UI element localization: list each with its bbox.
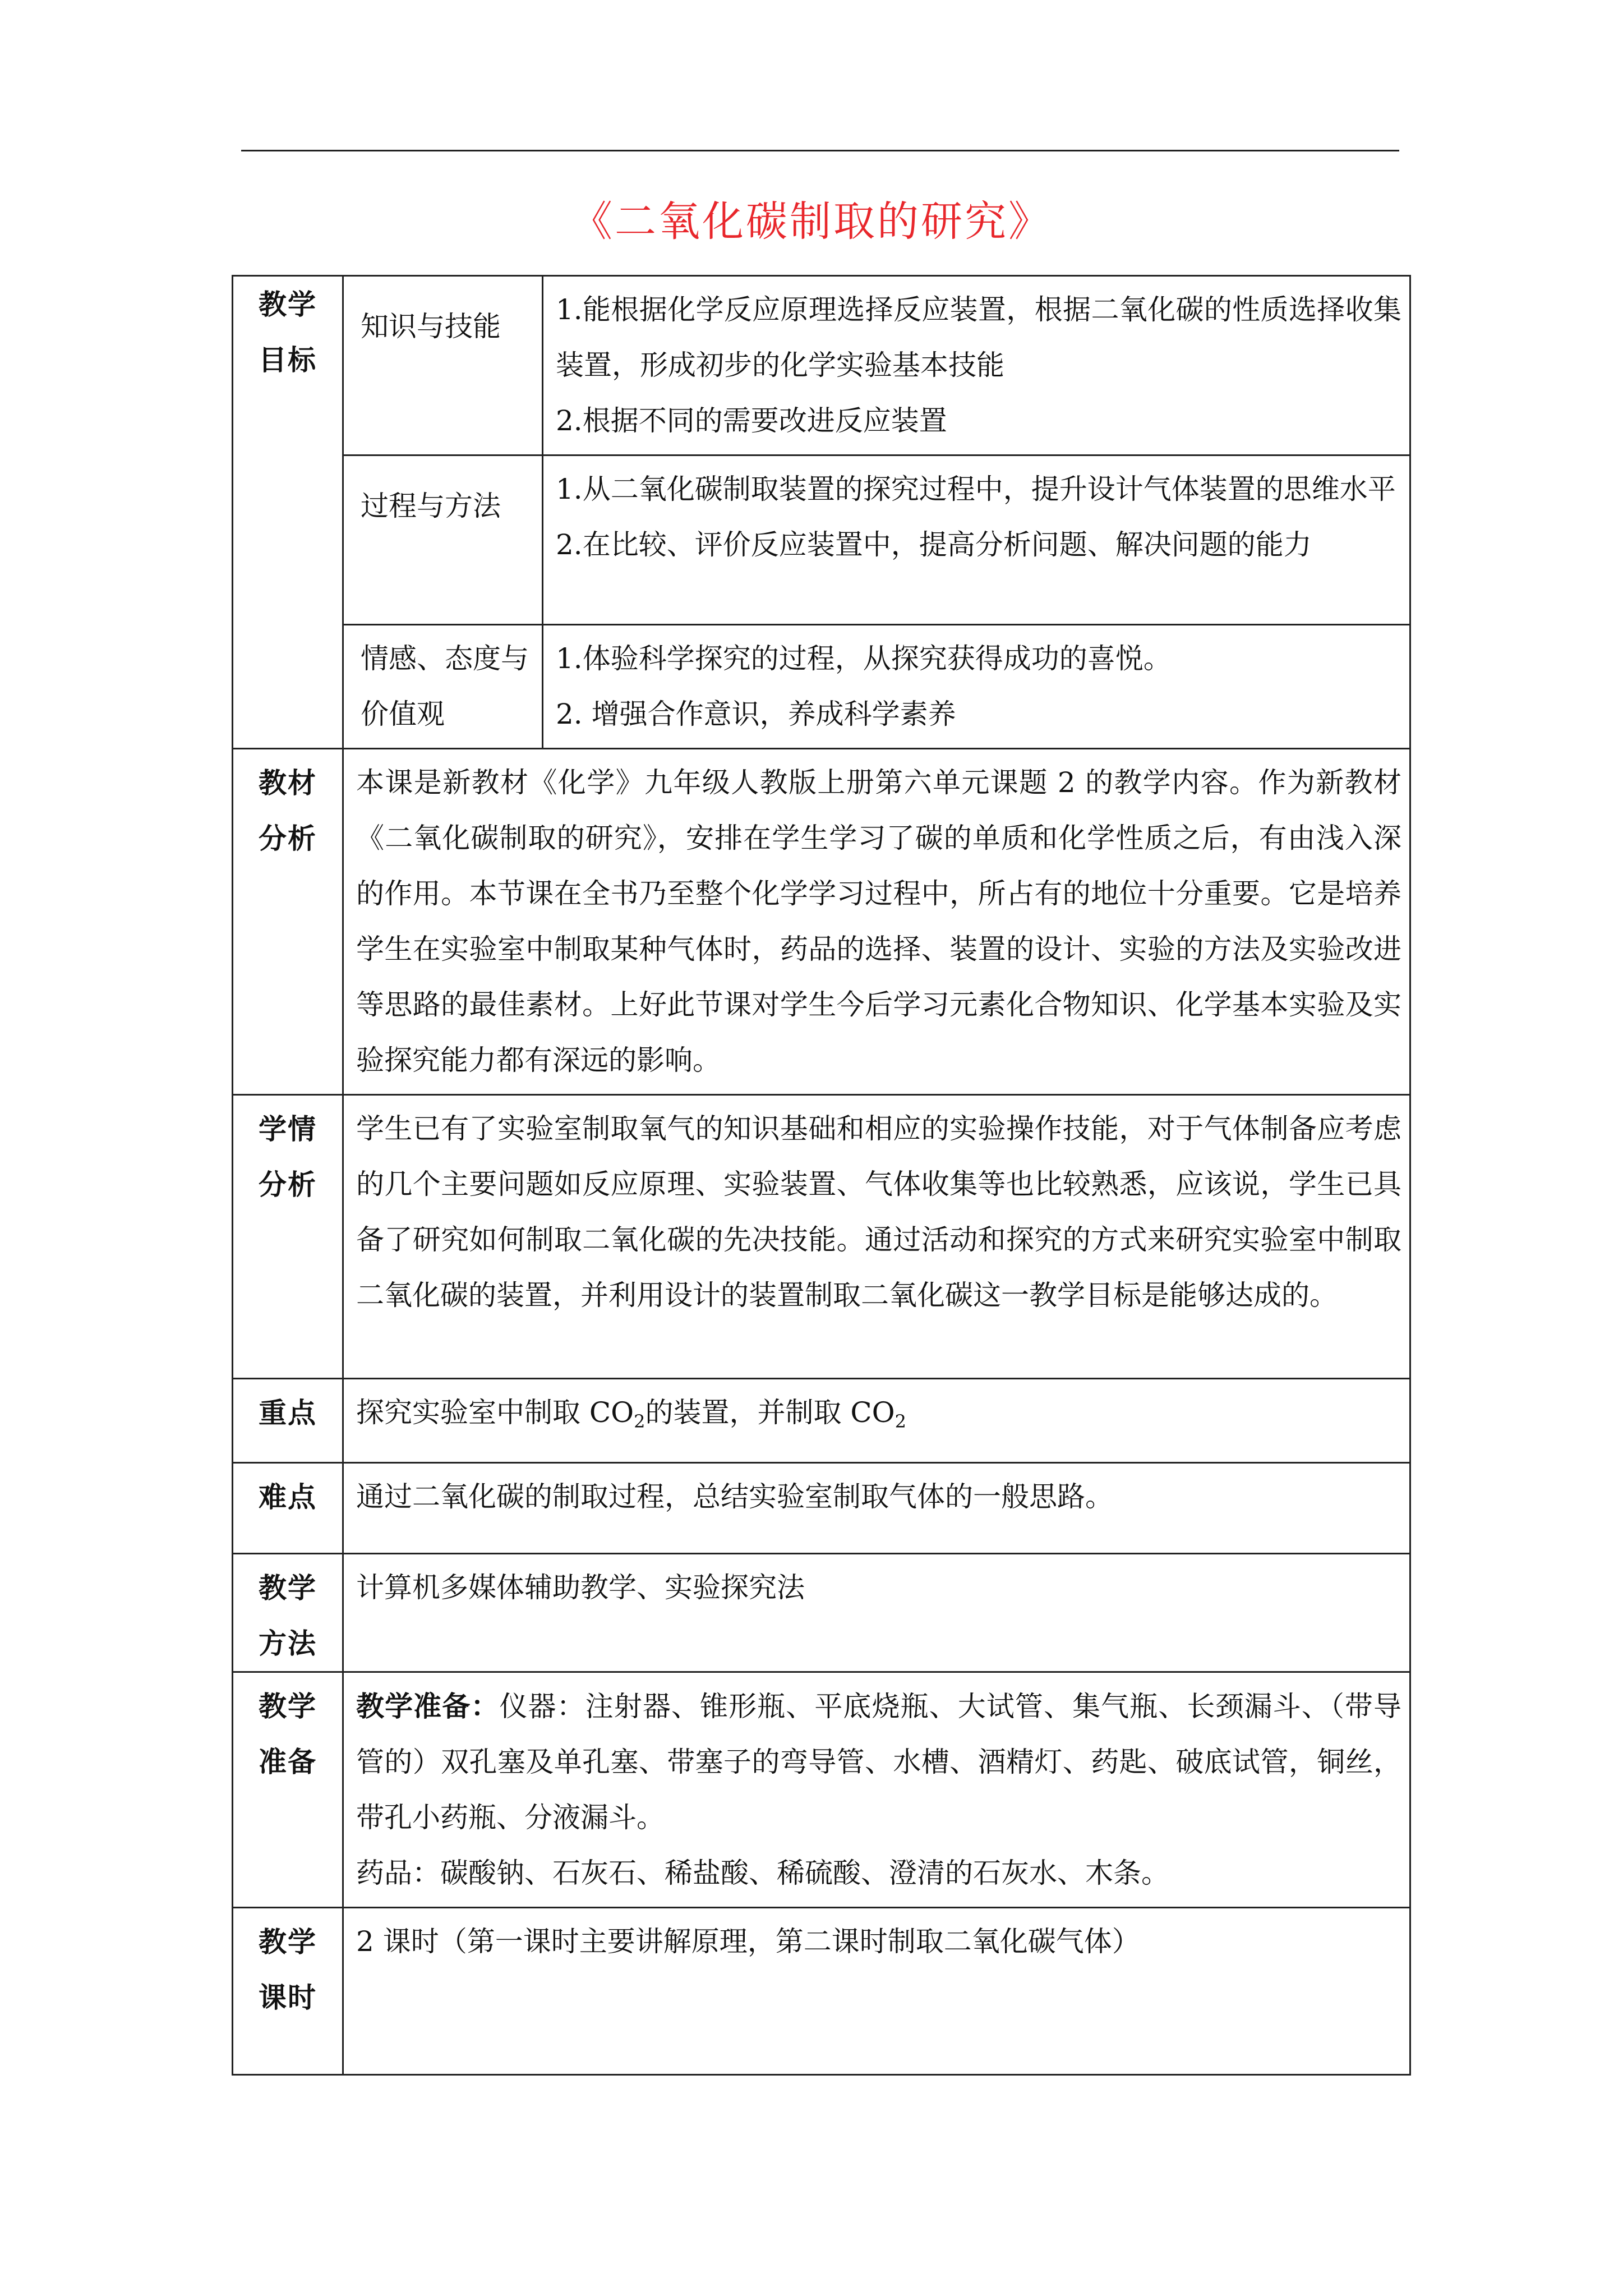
objectives-row-process xyxy=(233,455,1410,625)
label-line: 情感、态度与 xyxy=(361,642,529,675)
preparation-chemicals: 药品：碳酸钠、石灰石、稀盐酸、稀硫酸、澄清的石灰水、木条。 xyxy=(356,1857,1169,1889)
preparation-content xyxy=(343,1672,1410,1908)
objectives-row-emotion xyxy=(233,625,1410,749)
header-line: 方法 xyxy=(259,1627,317,1660)
header-line: 重点 xyxy=(259,1396,317,1429)
header-line: 学情 xyxy=(259,1112,317,1145)
header-line: 准备 xyxy=(259,1745,317,1778)
objective-line: 1.从二氧化碳制取装置的探究过程中，提升设计气体装置的思维水平 xyxy=(556,473,1396,505)
key-point-content xyxy=(343,1379,1410,1463)
label-line: 过程与方法 xyxy=(361,490,501,522)
header-line: 难点 xyxy=(259,1480,317,1513)
preparation-row xyxy=(233,1672,1410,1908)
key-point-header xyxy=(233,1379,343,1463)
objective-line: 1.体验科学探究的过程，从探究获得成功的喜悦。 xyxy=(556,642,1172,675)
page-title: 《二氧化碳制取的研究》 xyxy=(571,197,1052,246)
method-header xyxy=(233,1554,343,1672)
difficulty-header xyxy=(233,1463,343,1554)
preparation-lead: 教学准备： xyxy=(356,1690,500,1723)
difficulty-row xyxy=(233,1463,1410,1554)
students-header xyxy=(233,1095,343,1379)
label-line: 知识与技能 xyxy=(361,310,501,343)
preparation-header xyxy=(233,1672,343,1908)
objectives-content-knowledge xyxy=(543,276,1410,455)
subscript: 2 xyxy=(895,1411,907,1432)
header-rule xyxy=(241,150,1399,151)
header-line: 教学 xyxy=(259,1690,317,1723)
objectives-content-emotion xyxy=(543,625,1410,749)
hours-row xyxy=(233,1908,1410,2075)
objective-line: 2. 增强合作意识，养成科学素养 xyxy=(556,698,956,730)
objectives-label-emotion xyxy=(343,625,543,749)
objective-line: 2.根据不同的需要改进反应装置 xyxy=(556,404,947,437)
objectives-content-process xyxy=(543,455,1410,625)
objectives-label-process xyxy=(343,455,543,625)
key-point-row xyxy=(233,1379,1410,1463)
hours-header xyxy=(233,1908,343,2075)
header-line: 教学 xyxy=(259,1571,317,1604)
objectives-row-knowledge xyxy=(233,276,1410,455)
key-point-text: 探究实验室中制取 CO xyxy=(356,1396,634,1429)
objective-line: 1.能根据化学反应原理选择反应装置，根据二氧化碳的性质选择收集装置，形成初步的化学实验基本技能 xyxy=(556,293,1401,381)
header-line: 教学 xyxy=(259,1925,317,1958)
objective-line: 2.在比较、评价反应装置中，提高分析问题、解决问题的能力 xyxy=(556,528,1312,561)
lesson-plan-table xyxy=(232,275,1411,2076)
material-row xyxy=(233,749,1410,1095)
objectives-label-knowledge xyxy=(343,276,543,455)
header-line: 目标 xyxy=(259,343,317,376)
header-line: 教学 xyxy=(259,288,317,321)
label-line: 价值观 xyxy=(361,698,445,730)
subscript: 2 xyxy=(634,1411,645,1432)
method-content: 计算机多媒体辅助教学、实验探究法 xyxy=(343,1554,1410,1672)
key-point-text: 的装置，并制取 CO xyxy=(645,1396,895,1429)
header-line: 教材 xyxy=(259,766,317,799)
preparation-instruments xyxy=(356,1678,1401,1846)
students-row xyxy=(233,1095,1410,1379)
header-line: 课时 xyxy=(259,1981,317,2014)
hours-content: 2 课时（第一课时主要讲解原理，第二课时制取二氧化碳气体） xyxy=(343,1908,1410,2075)
instruments-text: 仪器：注射器、锥形瓶、平底烧瓶、大试管、集气瓶、长颈漏斗、（带导管的）双孔塞及单孔塞、带塞子的弯导管、水槽、酒精灯、药匙、破底试管，铜丝，带孔小药瓶、分液漏斗。 xyxy=(356,1690,1402,1834)
material-header xyxy=(233,749,343,1095)
material-content: 本课是新教材《化学》九年级人教版上册第六单元课题 2 的教学内容。作为新教材《二氧化碳制取的研究》，安排在学生学习了碳的单质和化学性质之后，有由浅入深的作用。本节课在全书乃至整个化学学习过程中，所占有的地位十分重要。它是培养学生在实验室中制取某种气体时，药品的选择、装置的设计、实验的方法及实验改进等思路的最佳素材。上好此节课对学生今后学习元素化合物知识、化学基本实验及实验探究能力都有深远的影响。 xyxy=(343,749,1410,1095)
header-line: 分析 xyxy=(259,1168,317,1201)
difficulty-content: 通过二氧化碳的制取过程，总结实验室制取气体的一般思路。 xyxy=(343,1463,1410,1554)
header-line: 分析 xyxy=(259,822,317,855)
method-row xyxy=(233,1554,1410,1672)
objectives-header xyxy=(233,276,343,749)
students-content: 学生已有了实验室制取氧气的知识基础和相应的实验操作技能，对于气体制备应考虑的几个主要问题如反应原理、实验装置、气体收集等也比较熟悉，应该说，学生已具备了研究如何制取二氧化碳的先决技能。通过活动和探究的方式来研究实验室中制取二氧化碳的装置，并利用设计的装置制取二氧化碳这一教学目标是能够达成的。 xyxy=(343,1095,1410,1379)
